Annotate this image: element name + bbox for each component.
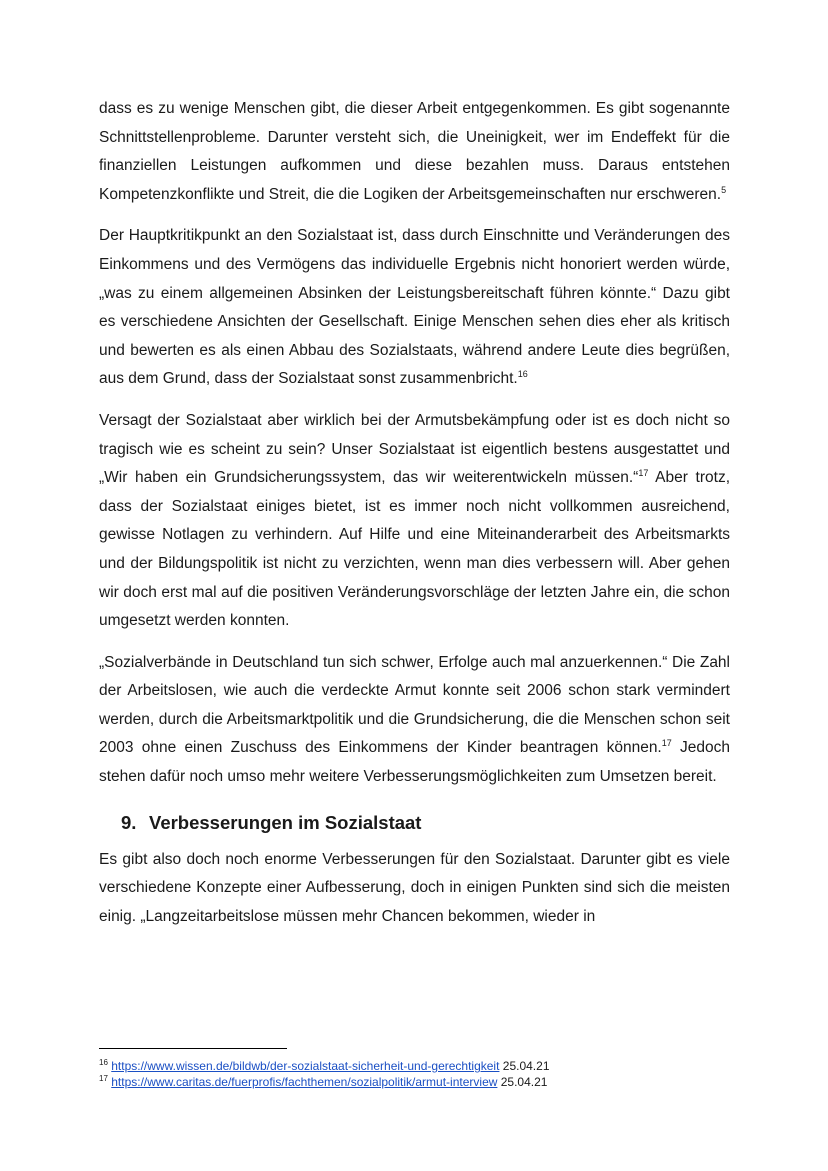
section-title: Verbesserungen im Sozialstaat xyxy=(149,811,422,833)
footnote-ref-5: 5 xyxy=(721,184,727,195)
footnote-ref-17: 17 xyxy=(638,467,649,478)
footnote-divider xyxy=(99,1048,287,1049)
footnote-link[interactable]: https://www.caritas.de/fuerprofis/fachthemen/sozialpolitik/armut-interview xyxy=(111,1075,498,1089)
footnote-ref-17b: 17 xyxy=(661,738,672,749)
footnote-date: 25.04.21 xyxy=(500,1075,548,1089)
footnote-17 xyxy=(99,1074,739,1090)
page-body xyxy=(99,95,730,944)
footnote-number: 17 xyxy=(99,1074,108,1083)
paragraph-5 xyxy=(99,846,730,932)
footnote-link[interactable]: https://www.wissen.de/bildwb/der-sozialstaat-sicherheit-und-gerechtigkeit xyxy=(111,1059,500,1073)
paragraph-3 xyxy=(99,407,730,636)
paragraph-5-text: Es gibt also doch noch enorme Verbesserungen für den Sozialstaat. Darunter gibt es viele verschiedene Konzepte einer Aufbesserung, doch in einigen Punkten sind sich die meisten einig. „Langzeitarbeitslose müssen mehr Chancen bekommen, wieder in xyxy=(99,850,730,925)
paragraph-1 xyxy=(99,95,730,209)
footnote-ref-16: 16 xyxy=(517,369,528,380)
section-heading xyxy=(99,810,730,836)
footnote-16 xyxy=(99,1058,739,1074)
footnote-number: 16 xyxy=(99,1058,108,1067)
paragraph-2-text: Der Hauptkritikpunkt an den Sozialstaat ist, dass durch Einschnitte und Veränderungen des Einkommens und des Vermögens das individuelle Ergebnis nicht honoriert werden würde, „was zu einem allgemeinen Absinken der Leistungsbereitschaft führen könnte.“ Dazu gibt es verschiedene Ansichten der Gesellschaft. Einige Menschen sehen dies eher als kritisch und bewerten es als einen Abbau des Sozialstaats, während andere Leute dies begrüßen, aus dem Grund, dass der Sozialstaat sonst zusammenbricht. xyxy=(99,227,730,388)
footnote-date: 25.04.21 xyxy=(502,1059,550,1073)
paragraph-3-text-a: Versagt der Sozialstaat aber wirklich bei der Armutsbekämpfung oder ist es doch nicht so tragisch wie es scheint zu sein? Unser Sozialstaat ist eigentlich bestens ausgestattet und „Wir haben ein Grundsicherungssystem, das wir weiterentwickeln müssen.“ xyxy=(99,411,730,487)
paragraph-2 xyxy=(99,222,730,394)
paragraph-4-text-b: Jedoch stehen dafür noch umso mehr weitere Verbesserungsmöglichkeiten zum Umsetzen bereit. xyxy=(99,739,730,786)
paragraph-4-text-a: „Sozialverbände in Deutschland tun sich schwer, Erfolge auch mal anzuerkennen.“ Die Zahl der Arbeitslosen, wie auch die verdeckte Armut konnte seit 2006 schon stark vermindert werden, durch die Arbeitsmarktpolitik und die Grundsicherung, die die Menschen schon seit 2003 ohne einen Zuschuss des Einkommens der Kinder beantragen können. xyxy=(99,653,730,757)
section-number: 9. xyxy=(121,811,137,833)
paragraph-4 xyxy=(99,649,730,792)
footnotes xyxy=(99,1058,739,1090)
paragraph-3-text-b: Aber trotz, dass der Sozialstaat einiges bietet, ist es immer noch nicht vollkommen ausreichend, gewisse Notlagen zu verhindern. Auf Hilfe und eine Miteinanderarbeit des Arbeitsmarkts und der Bildungspolitik ist nicht zu verzichten, wenn man dies verbessern will. Aber gehen wir doch erst mal auf die positiven Veränderungsvorschläge der letzten Jahre ein, die schon umgesetzt werden konnten. xyxy=(99,469,730,630)
paragraph-1-text: dass es zu wenige Menschen gibt, die dieser Arbeit entgegenkommen. Es gibt sogenannte Schnittstellenprobleme. Darunter versteht sich, die Uneinigkeit, wer im Endeffekt für die finanziellen Leistungen aufkommen und diese bezahlen muss. Daraus entstehen Kompetenzkonflikte und Streit, die die Logiken der Arbeitsgemeinschaften nur erschweren. xyxy=(99,100,730,203)
